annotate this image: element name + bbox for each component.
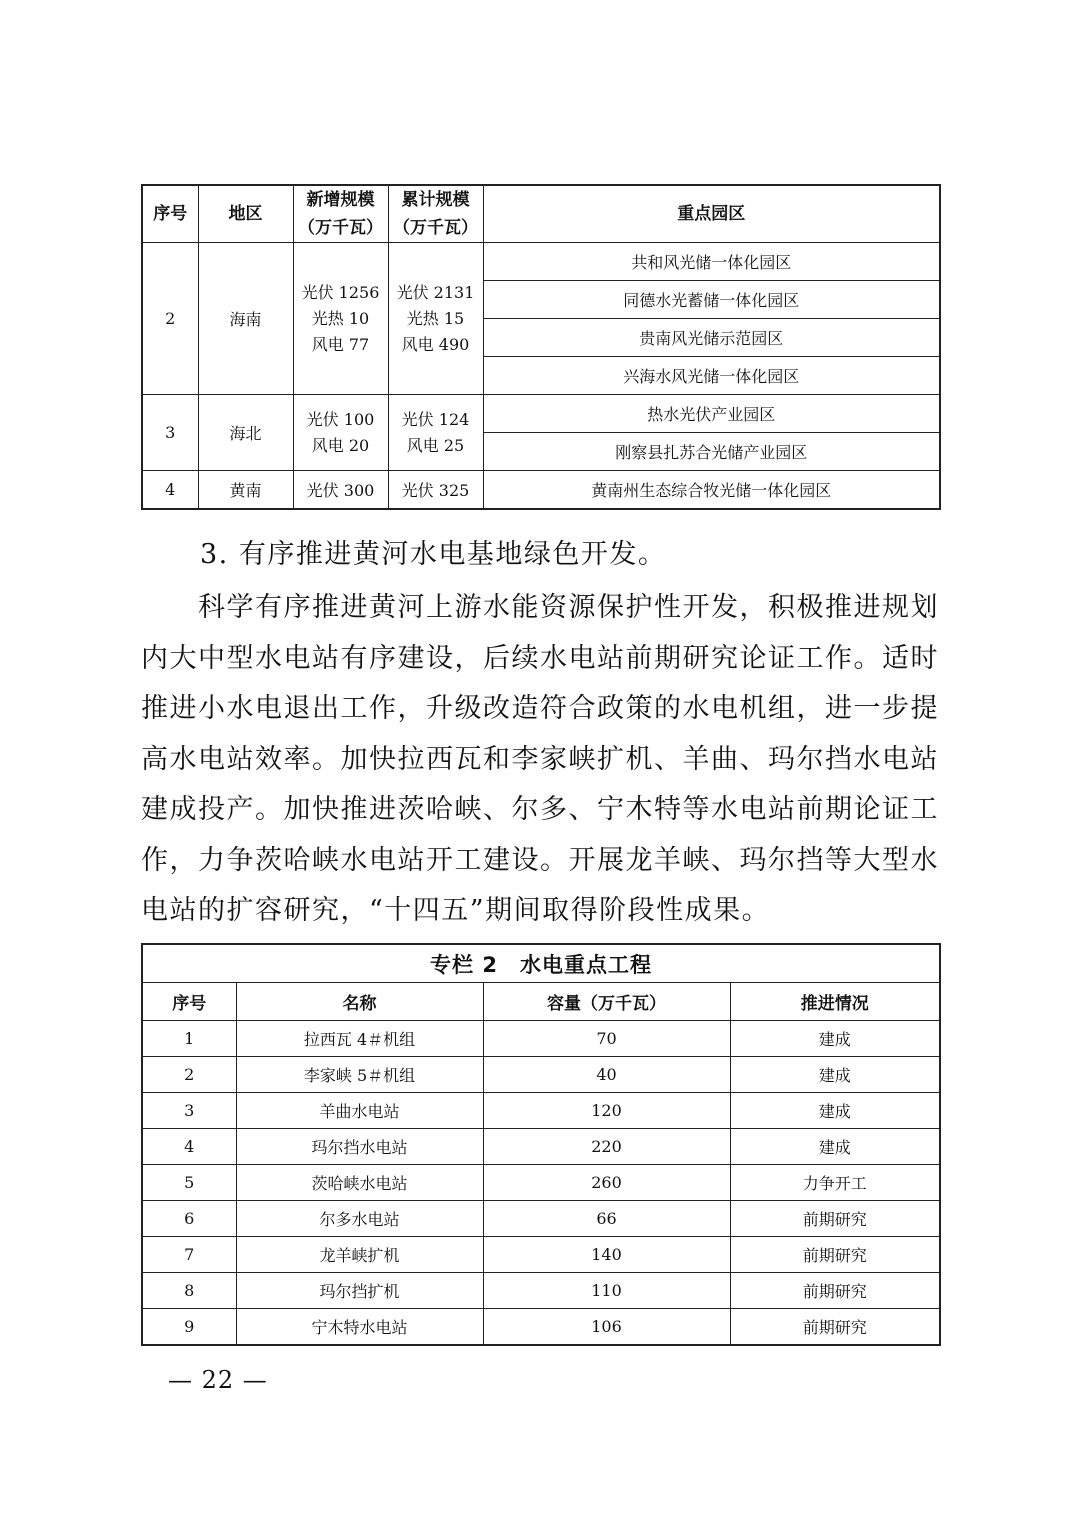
cell-no: 4 [142, 1129, 236, 1165]
cell-name: 李家峡 5＃机组 [236, 1057, 483, 1093]
table-caption: 专栏 2 水电重点工程 [142, 944, 940, 983]
header-capacity: 容量（万千瓦） [483, 983, 730, 1021]
row-region: 黄南 [198, 471, 293, 510]
capacity-line: 光热 15 [406, 308, 465, 328]
header-new-capacity [293, 185, 388, 243]
cell-no: 8 [142, 1273, 236, 1309]
park-cell: 共和风光储一体化园区 [483, 243, 940, 281]
cell-no: 5 [142, 1165, 236, 1201]
row-no: 3 [142, 395, 198, 471]
table-row [142, 1129, 940, 1165]
row-no: 4 [142, 471, 198, 510]
table-row [142, 1165, 940, 1201]
cell-status: 建成 [730, 1129, 940, 1165]
cell-capacity: 110 [483, 1273, 730, 1309]
parks-table [141, 184, 941, 510]
header-no: 序号 [142, 983, 236, 1021]
cell-no: 3 [142, 1093, 236, 1129]
section-heading: 3. 有序推进黄河水电基地绿色开发。 [200, 539, 667, 570]
header-total-line2: （万千瓦） [393, 218, 478, 238]
row-total-capacity [388, 243, 483, 395]
cell-status: 建成 [730, 1093, 940, 1129]
park-cell: 贵南风光储示范园区 [483, 319, 940, 357]
capacity-line: 风电 25 [406, 435, 465, 455]
cell-status: 前期研究 [730, 1309, 940, 1346]
cell-capacity: 120 [483, 1093, 730, 1129]
cell-name: 宁木特水电站 [236, 1309, 483, 1346]
table-row [142, 243, 940, 281]
cell-status: 前期研究 [730, 1237, 940, 1273]
table-row [142, 1021, 940, 1057]
cell-status: 前期研究 [730, 1273, 940, 1309]
cell-capacity: 70 [483, 1021, 730, 1057]
header-total-capacity [388, 185, 483, 243]
cell-no: 9 [142, 1309, 236, 1346]
table-row [142, 1201, 940, 1237]
capacity-line: 光热 10 [311, 308, 370, 328]
cell-no: 2 [142, 1057, 236, 1093]
row-total-capacity [388, 395, 483, 471]
cell-capacity: 260 [483, 1165, 730, 1201]
header-status: 推进情况 [730, 983, 940, 1021]
cell-capacity: 140 [483, 1237, 730, 1273]
cell-status: 力争开工 [730, 1165, 940, 1201]
section-body: 科学有序推进黄河上游水能资源保护性开发，积极推进规划内大中型水电站有序建设，后续水电站前期研究论证工作。适时推进小水电退出工作，升级改造符合政策的水电机组，进一步提高水电站效率。加快拉西瓦和李家峡扩机、羊曲、玛尔挡水电站建成投产。加快推进茨哈峡、尔多、宁木特等水电站前期论证工作，力争茨哈峡水电站开工建设。开展龙羊峡、玛尔挡等大型水电站的扩容研究，“十四五”期间取得阶段性成果。 [141, 592, 939, 926]
cell-name: 拉西瓦 4＃机组 [236, 1021, 483, 1057]
capacity-line: 光伏 100 [306, 409, 375, 429]
capacity-line: 光伏 2131 [396, 282, 475, 302]
row-new-capacity: 光伏 300 [293, 471, 388, 510]
park-cell: 兴海水风光储一体化园区 [483, 357, 940, 395]
cell-name: 龙羊峡扩机 [236, 1237, 483, 1273]
cell-status: 建成 [730, 1057, 940, 1093]
cell-status: 前期研究 [730, 1201, 940, 1237]
header-new-line1: 新增规模 [306, 190, 375, 210]
header-parks: 重点园区 [483, 185, 940, 243]
cell-name: 尔多水电站 [236, 1201, 483, 1237]
hydro-projects-table [141, 943, 941, 1346]
cell-no: 6 [142, 1201, 236, 1237]
cell-name: 茨哈峡水电站 [236, 1165, 483, 1201]
header-no: 序号 [142, 185, 198, 243]
capacity-line: 风电 20 [311, 435, 370, 455]
cell-capacity: 220 [483, 1129, 730, 1165]
table-row [142, 395, 940, 433]
cell-no: 7 [142, 1237, 236, 1273]
table-header-row [142, 185, 940, 243]
header-new-line2: （万千瓦） [298, 218, 383, 238]
row-region: 海北 [198, 395, 293, 471]
cell-name: 羊曲水电站 [236, 1093, 483, 1129]
table-row [142, 1237, 940, 1273]
row-total-capacity: 光伏 325 [388, 471, 483, 510]
capacity-line: 风电 490 [401, 334, 470, 354]
table-caption-row [142, 944, 940, 983]
row-new-capacity [293, 395, 388, 471]
table-row [142, 1309, 940, 1346]
cell-no: 1 [142, 1021, 236, 1057]
cell-name: 玛尔挡扩机 [236, 1273, 483, 1309]
table-row [142, 1093, 940, 1129]
table-row [142, 1057, 940, 1093]
capacity-line: 光伏 1256 [301, 282, 380, 302]
cell-capacity: 40 [483, 1057, 730, 1093]
table-row [142, 1273, 940, 1309]
cell-capacity: 106 [483, 1309, 730, 1346]
cell-capacity: 66 [483, 1201, 730, 1237]
table-header-row [142, 983, 940, 1021]
header-name: 名称 [236, 983, 483, 1021]
capacity-line: 风电 77 [311, 334, 370, 354]
capacity-line: 光伏 124 [401, 409, 470, 429]
row-new-capacity [293, 243, 388, 395]
header-total-line1: 累计规模 [401, 190, 470, 210]
page-number: — 22 — [168, 1366, 268, 1394]
park-cell: 同德水光蓄储一体化园区 [483, 281, 940, 319]
header-region: 地区 [198, 185, 293, 243]
row-no: 2 [142, 243, 198, 395]
park-cell: 黄南州生态综合牧光储一体化园区 [483, 471, 940, 510]
park-cell: 刚察县扎苏合光储产业园区 [483, 433, 940, 471]
cell-status: 建成 [730, 1021, 940, 1057]
row-region: 海南 [198, 243, 293, 395]
park-cell: 热水光伏产业园区 [483, 395, 940, 433]
table-row [142, 471, 940, 510]
cell-name: 玛尔挡水电站 [236, 1129, 483, 1165]
